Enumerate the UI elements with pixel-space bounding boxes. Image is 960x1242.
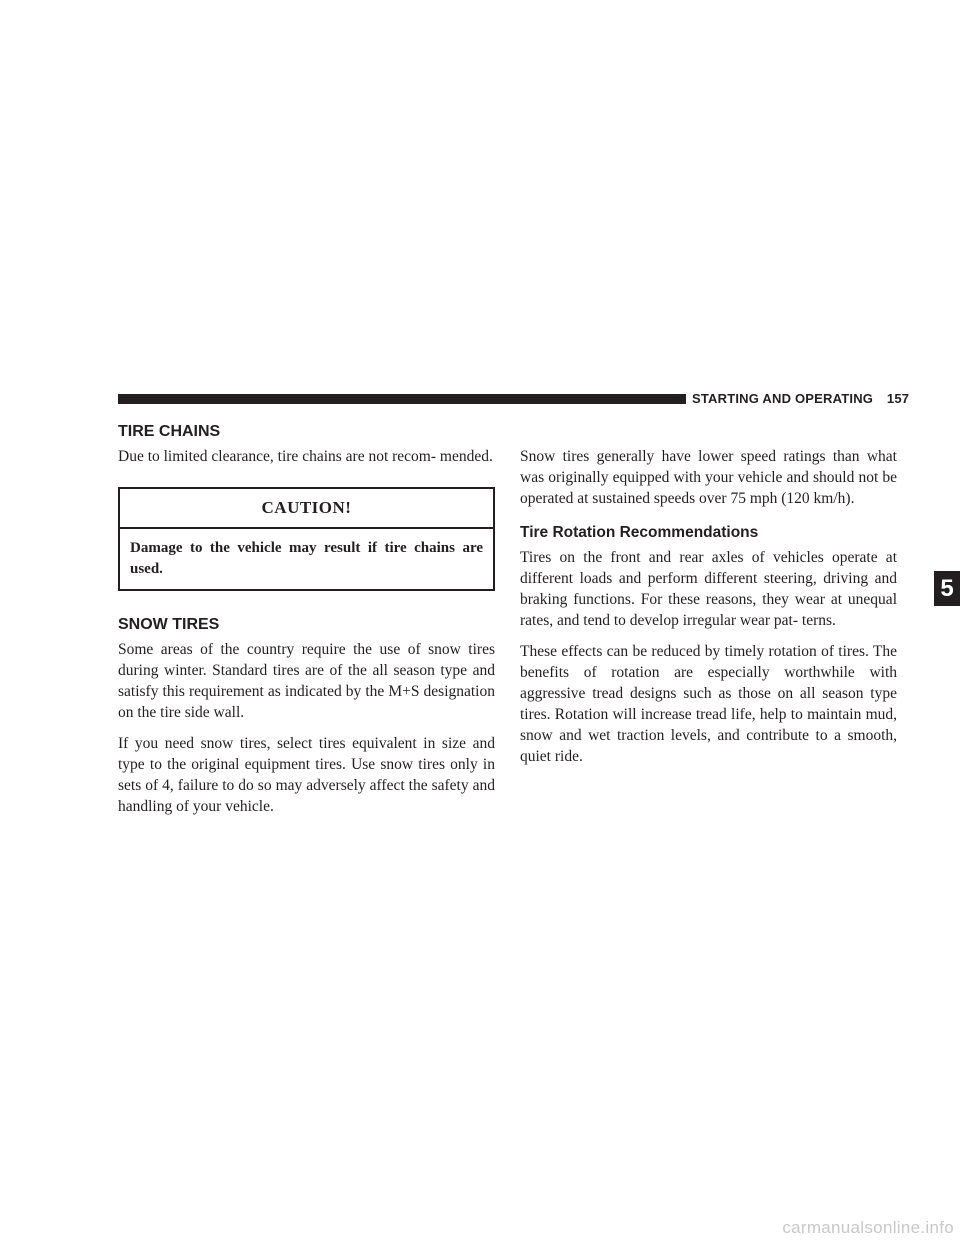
snow-tires-paragraph-1: Some areas of the country require the use of snow tires during winter. Standard tires are of the all season type and satisfy this requirement as indicated by the M+S designation on the tire side wall. <box>118 641 495 721</box>
tire-chains-heading: TIRE CHAINS <box>118 423 221 440</box>
caution-box <box>118 487 495 591</box>
header-rule <box>118 394 686 404</box>
page-number: 157 <box>886 391 910 406</box>
tire-rotation-heading: Tire Rotation Recommendations <box>520 524 759 541</box>
caution-text: Damage to the vehicle may result if tire chains are used. <box>130 540 483 577</box>
running-header <box>692 391 932 406</box>
snow-tires-speed-paragraph: Snow tires generally have lower speed ratings than what was originally equipped with your vehicle and should not be operated at sustained speeds over 75 mph (120 km/h). <box>520 448 897 507</box>
tire-rotation-paragraph-2: These effects can be reduced by timely rotation of tires. The benefits of rotation are especially worthwhile with aggressive tread designs such as those on all season type tires. Rotation will increase tread life, help to maintain mud, snow and wet traction levels, and contribute to a smooth, quiet ride. <box>520 643 897 765</box>
caution-title: CAUTION! <box>120 489 493 529</box>
snow-tires-heading: SNOW TIRES <box>118 616 220 633</box>
left-column <box>118 416 495 827</box>
section-title: STARTING AND OPERATING <box>692 391 874 406</box>
watermark-link[interactable]: carmanualsonline.info <box>782 1218 954 1237</box>
snow-tires-paragraph-2: If you need snow tires, select tires equivalent in size and type to the original equipment tires. Use snow tires only in sets of 4, failure to do so may adversely affect the safety and handling of your vehicle. <box>118 735 495 815</box>
tire-rotation-paragraph-1: Tires on the front and rear axles of vehicles operate at different loads and perform different steering, driving and braking functions. For these reasons, they wear at unequal rates, and tend to develop irregular wear pat- terns. <box>520 549 897 629</box>
chapter-tab: 5 <box>934 571 960 606</box>
right-column <box>520 446 897 777</box>
tire-chains-paragraph: Due to limited clearance, tire chains are not recom- mended. <box>118 448 493 465</box>
